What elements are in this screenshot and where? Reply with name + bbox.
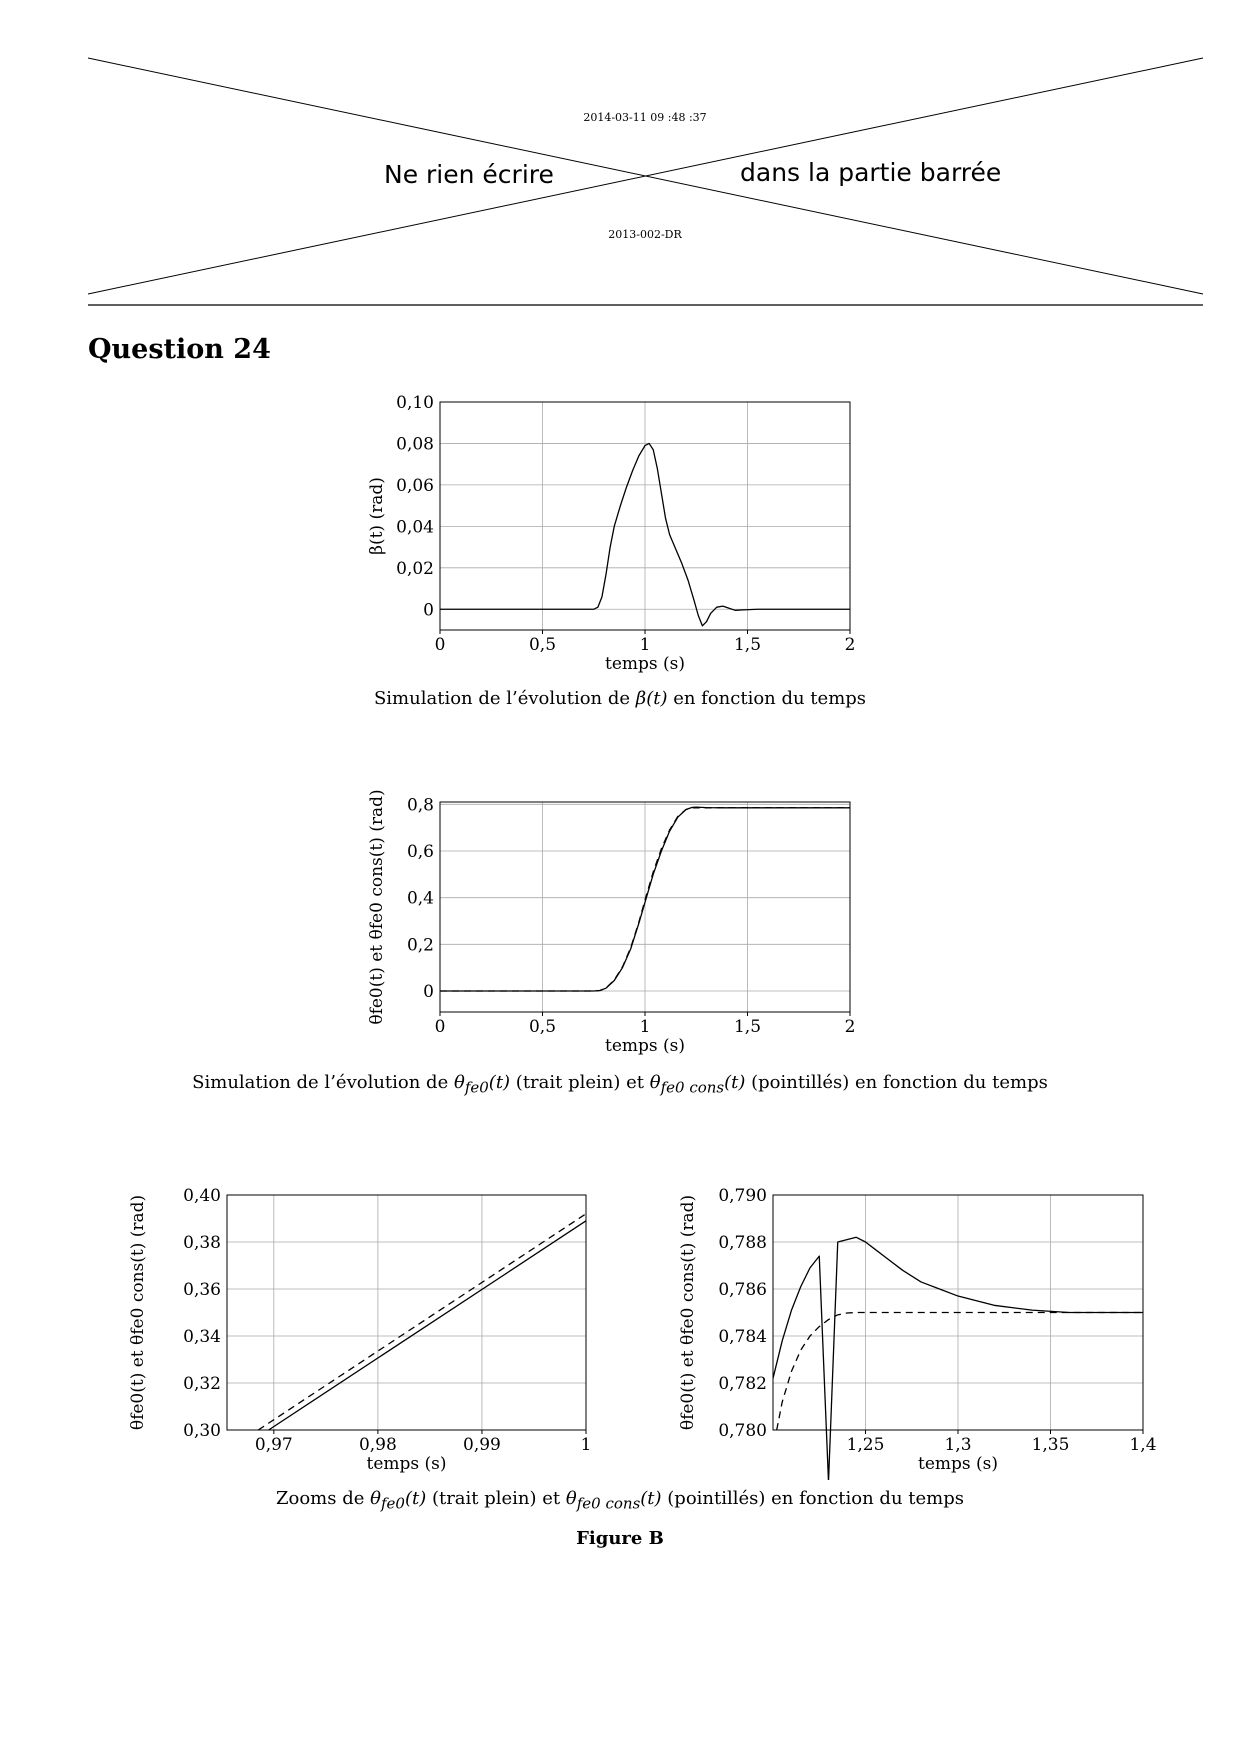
beta-xtick-label-2: 1 (639, 635, 651, 655)
beta-ytick-label-1: 0,02 (396, 558, 434, 579)
zoom2-xtick-label-2: 1,35 (1031, 1435, 1070, 1455)
zoom2-xtick-label-0: 1,25 (846, 1435, 885, 1455)
zoom1-ytick-label-2: 0,34 (183, 1327, 221, 1347)
zoom1-ytick-label-1: 0,32 (183, 1374, 221, 1394)
crossed-out-zone (0, 0, 1240, 320)
theta-caption: Simulation de l’évolution de $\theta_{fe0}(t)$ (trait plein) et $\theta_{fe0 cons}(t)$ (pointillés) en fonction du temps (192, 1072, 1048, 1097)
zoom2-ylabel: θfe0(t) et θfe0 cons(t) (rad) (678, 1194, 698, 1431)
zoom1-frame (227, 1195, 586, 1430)
banner-right: dans la partie barrée (740, 158, 1002, 187)
theta-ytick-label-1: 0,2 (406, 935, 434, 956)
theta-xtick-label-0: 0 (434, 1017, 446, 1037)
beta-xlabel: temps (s) (604, 654, 686, 674)
zoom1-xlabel: temps (s) (366, 1454, 447, 1474)
theta-xtick-label-2: 1 (639, 1017, 651, 1037)
zoom1-ytick-label-5: 0,40 (183, 1186, 221, 1206)
zoom1-xtick-label-3: 1 (580, 1435, 592, 1455)
zoom1-chart (0, 1180, 620, 1480)
beta-xtick-label-4: 2 (844, 635, 856, 655)
figure-label: Figure B (576, 1528, 664, 1549)
zoom2-chart (620, 1180, 1240, 1480)
theta-ytick-label-3: 0,6 (406, 842, 434, 862)
theta-chart (0, 780, 1240, 1070)
zoom2-ytick-label-2: 0,784 (718, 1327, 767, 1347)
beta-xtick-label-0: 0 (434, 635, 446, 655)
theta-ytick-label-4: 0,8 (406, 795, 434, 816)
zoom1-ytick-label-3: 0,36 (183, 1280, 221, 1300)
zoom1-series-0 (269, 1221, 586, 1430)
theta-ytick-label-2: 0,4 (406, 888, 434, 909)
zoom2-ytick-label-1: 0,782 (718, 1374, 767, 1394)
zoom1-ytick-label-0: 0,30 (183, 1421, 221, 1441)
zoom2-xlabel: temps (s) (917, 1454, 999, 1474)
zoom-caption: Zooms de $\theta_{fe0}(t)$ (trait plein) et $\theta_{fe0 cons}(t)$ (pointillés) en fonction du temps (276, 1488, 964, 1513)
zoom2-ytick-label-4: 0,788 (718, 1233, 767, 1253)
zoom1-ylabel: θfe0(t) et θfe0 cons(t) (rad) (128, 1194, 148, 1431)
theta-ytick-label-0: 0 (423, 982, 434, 1002)
doc-code: 2013-002-DR (608, 228, 682, 241)
zoom2-xtick-label-1: 1,3 (944, 1435, 972, 1455)
beta-ytick-label-0: 0 (423, 600, 434, 621)
beta-ytick-label-2: 0,04 (396, 517, 434, 538)
zoom2-ytick-label-3: 0,786 (718, 1280, 767, 1300)
theta-xtick-label-3: 1,5 (733, 1017, 762, 1037)
zoom2-ytick-label-5: 0,790 (718, 1186, 767, 1206)
beta-ytick-label-3: 0,06 (396, 475, 434, 496)
theta-xlabel: temps (s) (604, 1036, 686, 1056)
zoom1-series-1 (258, 1214, 586, 1430)
timestamp: 2014-03-11 09 :48 :37 (583, 111, 707, 124)
zoom1-xtick-label-1: 0,98 (358, 1435, 397, 1455)
beta-ylabel: β(t) (rad) (367, 477, 387, 555)
beta-ytick-label-4: 0,08 (396, 434, 434, 455)
zoom2-ytick-label-0: 0,780 (718, 1421, 767, 1441)
beta-chart (0, 390, 1240, 680)
beta-ytick-label-5: 0,10 (396, 393, 434, 413)
beta-xtick-label-1: 0,5 (528, 635, 557, 655)
question-title: Question 24 (88, 334, 271, 365)
beta-caption: Simulation de l’évolution de β(t) en fonction du temps (373, 688, 867, 709)
theta-xtick-label-4: 2 (844, 1017, 856, 1037)
theta-xtick-label-1: 0,5 (528, 1017, 557, 1037)
zoom2-xtick-label-3: 1,4 (1129, 1435, 1157, 1455)
zoom1-xtick-label-2: 0,99 (463, 1435, 501, 1455)
beta-xtick-label-3: 1,5 (733, 635, 762, 655)
zoom1-ytick-label-4: 0,38 (183, 1233, 221, 1253)
banner-left: Ne rien écrire (384, 160, 554, 189)
zoom1-xtick-label-0: 0,97 (254, 1435, 293, 1455)
theta-ylabel: θfe0(t) et θfe0 cons(t) (rad) (367, 789, 387, 1025)
